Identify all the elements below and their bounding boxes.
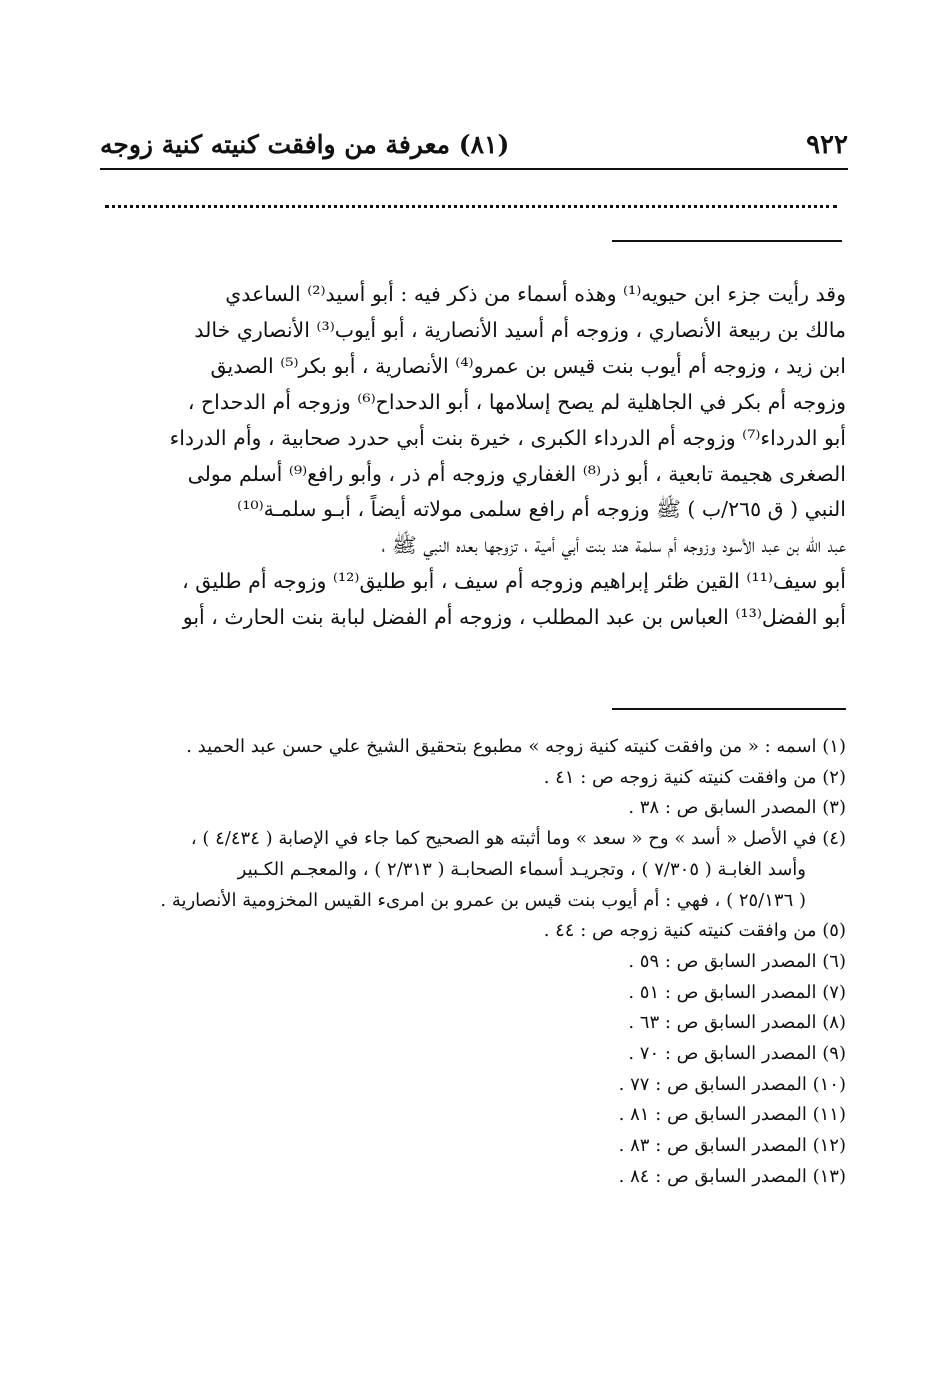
body-line: أبو سيف⁽¹¹⁾ القين ظئر إبراهيم وزوجه أم سيف ، أبو طليق⁽¹²⁾ وزوجه أم طليق ، [182, 569, 846, 594]
footnote-2: (٢) من وافقت كنيته كنية زوجه ص : ٤١ . [543, 766, 846, 788]
body-line: أبو الفضل⁽¹³⁾ العباس بن عبد المطلب ، وزوجه أم الفضل لبابة بنت الحارث ، أبو [182, 605, 846, 630]
header-rule [100, 168, 848, 170]
footnote-10: (١٠) المصدر السابق ص : ٧٧ . [618, 1073, 846, 1095]
footnote-12: (١٢) المصدر السابق ص : ٨٣ . [618, 1135, 846, 1157]
body-line: أبو الدرداء⁽⁷⁾ وزوجه أم الدرداء الكبرى ، خيرة بنت أبي حدرد صحابية ، وأم الدرداء [169, 425, 846, 450]
footnote-rule [612, 708, 846, 710]
footnote-6: (٦) المصدر السابق ص : ٥٩ . [628, 950, 846, 972]
page-number: ٩٢٢ [806, 130, 848, 160]
footnote-4-continuation: وأسد الغابـة ( ٧/٣٠٥ ) ، وتجريـد أسماء الصحابـة ( ٢/٣١٣ ) ، والمعجـم الكـبير [237, 858, 806, 880]
footnote-4-continuation: ( ٢٥/١٣٦ ) ، فهي : أم أيوب بنت قيس بن عمرو بن امرىء القيس المخزومية الأنصارية . [160, 889, 806, 911]
footnote-3: (٣) المصدر السابق ص : ٣٨ . [628, 797, 846, 819]
footnote-9: (٩) المصدر السابق ص : ٧٠ . [628, 1043, 846, 1065]
footnote-5: (٥) من وافقت كنيته كنية زوجه ص : ٤٤ . [543, 920, 846, 942]
body-line: الصغرى هجيمة تابعية ، أبو ذر⁽⁸⁾ الغفاري وزوجه أم ذر ، وأبو رافع⁽⁹⁾ أسلم مولى [187, 461, 846, 486]
running-title: (٨١) معرفة من وافقت كنيته كنية زوجه [100, 130, 510, 159]
body-line: النبي ( ق ٢٦٥/ب ) ﷺ وزوجه أم رافع سلمى مولاته أيضاً ، أبـو سلمـة⁽¹⁰⁾ [237, 497, 846, 522]
body-line: وقد رأيت جزء ابن حيويه⁽¹⁾ وهذه أسماء من ذكر فيه : أبو أسيد⁽²⁾ الساعدي [225, 282, 846, 306]
body-text [102, 277, 846, 636]
body-line: عبد الله بن عبد الأسود وزوجه أم سلمة هند بنت أبي أمية ، تزوجها بعده النبي ﷺ ، [381, 533, 846, 558]
footnote-13: (١٣) المصدر السابق ص : ٨٤ . [618, 1165, 846, 1187]
footnote-4: (٤) في الأصل « أسد » وح « سعد » وما أثبته هو الصحيح كما جاء في الإصابة ( ٤/٤٣٤ ) ، [190, 828, 846, 850]
body-line: وزوجه أم بكر في الجاهلية لم يصح إسلامها ، أبو الدحداح⁽⁶⁾ وزوجه أم الدحداح ، [187, 389, 846, 414]
footnote-8: (٨) المصدر السابق ص : ٦٣ . [628, 1012, 846, 1034]
body-line: ابن زيد ، وزوجه أم أيوب بنت قيس بن عمرو⁽⁴⁾ الأنصارية ، أبو بكر⁽⁵⁾ الصديق [210, 353, 846, 378]
footnotes [102, 732, 846, 1193]
footnote-1: (١) اسمه : « من وافقت كنيته كنية زوجه » مطبوع بتحقيق الشيخ علي حسن عبد الحميد . [186, 736, 846, 757]
dotted-separator [105, 205, 837, 208]
footnote-11: (١١) المصدر السابق ص : ٨١ . [618, 1104, 846, 1126]
section-rule [612, 240, 842, 242]
footnote-7: (٧) المصدر السابق ص : ٥١ . [628, 981, 846, 1003]
page-header [100, 128, 848, 168]
body-line: مالك بن ربيعة الأنصاري ، وزوجه أم أسيد الأنصارية ، أبو أيوب⁽³⁾ الأنصاري خالد [194, 317, 846, 342]
